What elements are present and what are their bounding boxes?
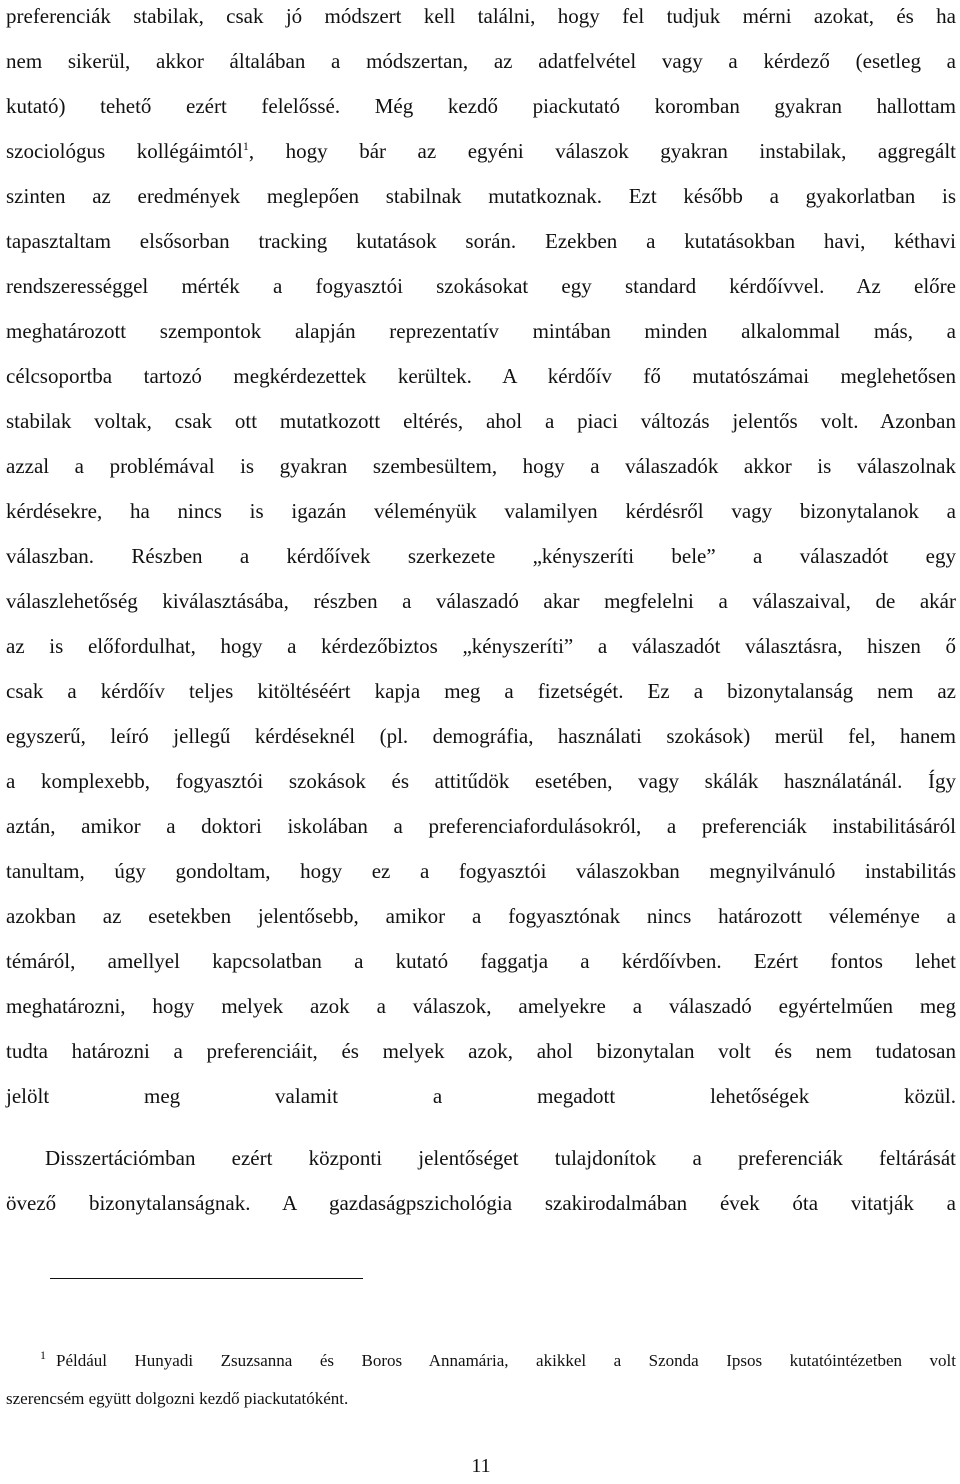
footnote <box>6 1342 956 1418</box>
text-segment: , hogy bár az egyéni válaszok gyakran instabilak, aggregált <box>248 139 957 163</box>
text-segment: szociológus kollégáimtól <box>6 139 243 163</box>
text-line: célcsoportba tartozó megkérdezettek kerültek. A kérdőív fő mutatószámai meglehetősen <box>6 364 956 388</box>
footnote-mark: 1 <box>40 1348 46 1363</box>
text-line: tanultam, úgy gondoltam, hogy ez a fogyasztói válaszokban megnyilvánuló instabilitás <box>6 859 956 883</box>
text-line: meghatározni, hogy melyek azok a válaszok, amelyekre a válaszadó egyértelműen meg <box>6 994 956 1018</box>
text-line: aztán, amikor a doktori iskolában a preferenciafordulásokról, a preferenciák instabilitásáról <box>6 814 956 838</box>
text-line: a komplexebb, fogyasztói szokások és attitűdök esetében, vagy skálák használatánál. Így <box>6 769 956 793</box>
text-line: szinten az eredmények meglepően stabilnak mutatkoznak. Ezt később a gyakorlatban is <box>6 184 956 208</box>
text-line: válaszban. Részben a kérdőívek szerkezete „kényszeríti bele” a válaszadót egy <box>6 544 956 568</box>
text-line: jelölt meg valamit a megadott lehetőségek közül. <box>6 1084 956 1108</box>
footnote-text: Például Hunyadi Zsuzsanna és Boros Annamária, akikkel a Szonda Ipsos kutatóintézetben volt <box>56 1351 956 1370</box>
text-line: válaszlehetőség kiválasztásába, részben a válaszadó akar megfelelni a válaszaival, de akár <box>6 589 956 613</box>
text-line: kutató) tehető ezért felelőssé. Még kezdő piackutató koromban gyakran hallottam <box>6 94 956 118</box>
text-line: témáról, amellyel kapcsolatban a kutató faggatja a kérdőívben. Ezért fontos lehet <box>6 949 956 973</box>
text-line: rendszerességgel mérték a fogyasztói szokásokat egy standard kérdőívvel. Az előre <box>6 274 956 298</box>
text-line: meghatározott szempontok alapján reprezentatív mintában minden alkalommal más, a <box>6 319 956 343</box>
text-line: tapasztaltam elsősorban tracking kutatások során. Ezekben a kutatásokban havi, kéthavi <box>6 229 956 253</box>
document-page <box>6 0 956 1484</box>
text-line: az is előfordulhat, hogy a kérdezőbiztos „kényszeríti” a válaszadót választásra, hiszen ő <box>6 634 956 658</box>
body-paragraph <box>6 0 956 1164</box>
text-line: csak a kérdőív teljes kitöltéséért kapja meg a fizetségét. Ez a bizonytalanság nem az <box>6 679 956 703</box>
text-line: övező bizonytalanságnak. A gazdaságpszichológia szakirodalmában évek óta vitatják a <box>6 1191 956 1215</box>
text-line: egyszerű, leíró jellegű kérdéseknél (pl. demográfia, használati szokások) merül fel, hanem <box>6 724 956 748</box>
footnote-line <box>6 1342 956 1380</box>
page-number: 11 <box>471 1455 491 1477</box>
text-line: nem sikerül, akkor általában a módszertan, az adatfelvétel vagy a kérdező (esetleg a <box>6 49 956 73</box>
text-line: Disszertációmban ezért központi jelentőséget tulajdonítok a preferenciák feltárását <box>45 1146 956 1170</box>
footnote-separator <box>50 1278 363 1279</box>
text-line: azokban az esetekben jelentősebb, amikor a fogyasztónak nincs határozott véleménye a <box>6 904 956 928</box>
text-line: stabilak voltak, csak ott mutatkozott eltérés, ahol a piaci változás jelentős volt. Azonban <box>6 409 956 433</box>
text-line: preferenciák stabilak, csak jó módszert kell találni, hogy fel tudjuk mérni azokat, és ha <box>6 4 956 28</box>
body-paragraph <box>6 1136 956 1226</box>
text-line: tudta határozni a preferenciáit, és melyek azok, ahol bizonytalan volt és nem tudatosan <box>6 1039 956 1063</box>
text-line <box>6 129 956 174</box>
footnote-line: szerencsém együtt dolgozni kezdő piackutatóként. <box>6 1389 349 1408</box>
footnote-reference: 1 <box>242 139 249 153</box>
text-line: kérdésekre, ha nincs is igazán véleményük valamilyen kérdésről vagy bizonytalanok a <box>6 499 956 523</box>
text-line: azzal a problémával is gyakran szembesültem, hogy a válaszadók akkor is válaszolnak <box>6 454 956 478</box>
